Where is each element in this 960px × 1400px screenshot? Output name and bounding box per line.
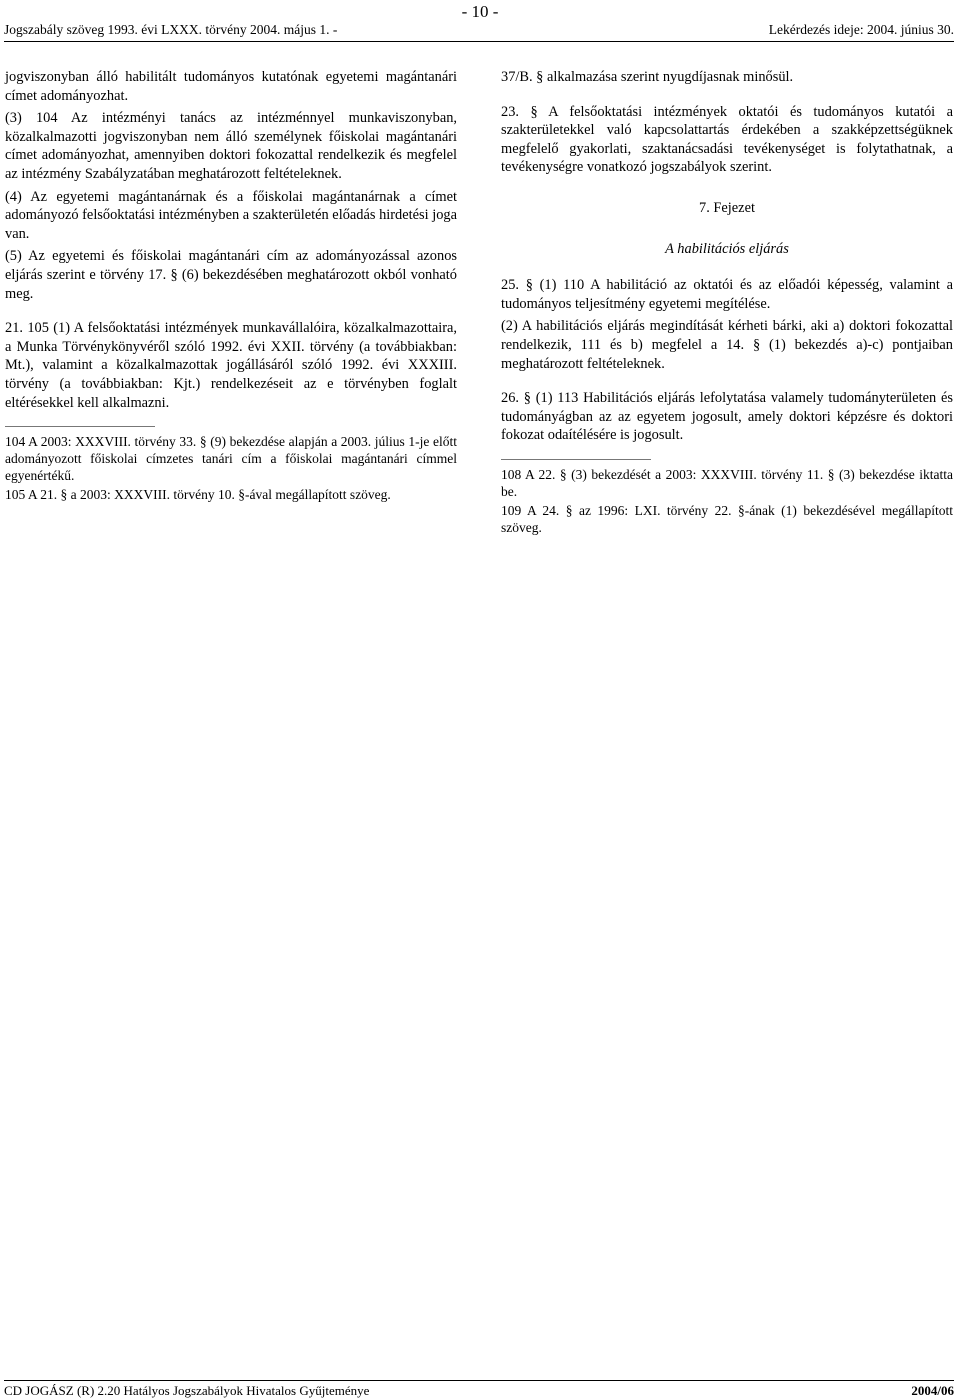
paragraph: 37/B. § alkalmazása szerint nyugdíjasnak minősül. — [501, 69, 794, 85]
chapter-title: A habilitációs eljárás — [665, 240, 789, 257]
page-number: - 10 - — [461, 2, 499, 21]
right-column — [501, 68, 953, 538]
footnote-108: 108 A 22. § (3) bekezdését a 2003: XXXVIII. törvény 11. § (3) bekezdése iktatta be. — [501, 466, 953, 499]
footnote-divider — [501, 459, 651, 460]
paragraph: jogviszonyban álló habilitált tudományos kutatónak egyetemi magántanári címet adományozhat. — [5, 69, 457, 104]
paragraph: (5) Az egyetemi és főiskolai magántanári cím az adományozással azonos eljárás szerint e törvény 17. § (6) bekezdésében meghatározott okból vonható meg. — [5, 248, 457, 302]
footer-publisher: CD JOGÁSZ (R) 2.20 Hatályos Jogszabályok Hivatalos Gyűjteménye — [4, 1383, 370, 1398]
section-26: 26. § (1) 113 Habilitációs eljárás lefolytatása valamely tudományterületen és tudományágban az az egyetem jogosult, amely doktori képzésre és doktori fokozat odaítélésére is jogosult. — [501, 390, 953, 444]
paragraph: (3) 104 Az intézményi tanács az intézménnyel munkaviszonyban, közalkalmazotti jogviszonyban nem álló személynek főiskolai magántanári címet adományozhat, amennyiben doktori fokozattal rendelkezik és megfelel az intézmény Szabályzatában meghatározott feltételeknek. — [5, 110, 457, 182]
footnote-105: 105 A 21. § a 2003: XXXVIII. törvény 10. §-ával megállapított szöveg. — [5, 487, 391, 503]
header-query-date: Lekérdezés ideje: 2004. június 30. — [768, 22, 954, 37]
section-23: 23. § A felsőoktatási intézmények oktatói és tudományos kutatói a szakterületekkel való kapcsolattartás érdekében a szakképzettségüknek megfelelő gyakorlati, szaktanácsadási tevékenységet is folytathatnak, a tevékenységre vonatkozó jogszabályok szerint. — [501, 103, 953, 176]
paragraph: (2) A habilitációs eljárás megindítását kérheti bárki, aki a) doktori fokozattal rendelkezik, 111 és b) megfelel a 14. § (1) bekezdés a)-c) pontjaiban meghatározott feltételeknek. — [501, 318, 953, 372]
page-header — [4, 22, 954, 42]
section-25: 25. § (1) 110 A habilitáció az oktatói és az előadói képesség, valamint a tudományos teljesítmény egyetemi megítélése. — [501, 277, 953, 312]
footnote-109: 109 A 24. § az 1996: LXI. törvény 22. §-ának (1) bekezdésével megállapított szöveg. — [501, 502, 953, 535]
chapter-heading: 7. Fejezet — [699, 199, 755, 216]
section-21: 21. 105 (1) A felsőoktatási intézmények munkavállalóira, közalkalmazottaira, a Munka Törvénykönyvéről szóló 1992. évi XXII. törvény (a továbbiakban: Mt.), valamint a közalkalmazottak jogállásáról szóló 1992. évi XXXIII. törvény (a továbbiakban: Kjt.) rendelkezéseit az e törvényben foglalt eltérésekkel kell alkalmazni. — [5, 320, 457, 411]
header-law-reference: Jogszabály szöveg 1993. évi LXXX. törvény 2004. május 1. - — [4, 22, 338, 37]
footer-edition: 2004/06 — [911, 1383, 954, 1398]
left-column — [5, 68, 457, 505]
paragraph: (4) Az egyetemi magántanárnak és a főiskolai magántanárnak a címet adományozó felsőoktatási intézményben a szakterületén előadás hirdetési joga van. — [5, 188, 457, 242]
footnote-divider — [5, 426, 155, 427]
page-footer — [4, 1380, 954, 1399]
footnote-104: 104 A 2003: XXXVIII. törvény 33. § (9) bekezdése alapján a 2003. július 1-je előtt adományozott főiskolai címzetes tanári cím a főiskolai magántanári címmel egyenértékű. — [5, 434, 457, 484]
